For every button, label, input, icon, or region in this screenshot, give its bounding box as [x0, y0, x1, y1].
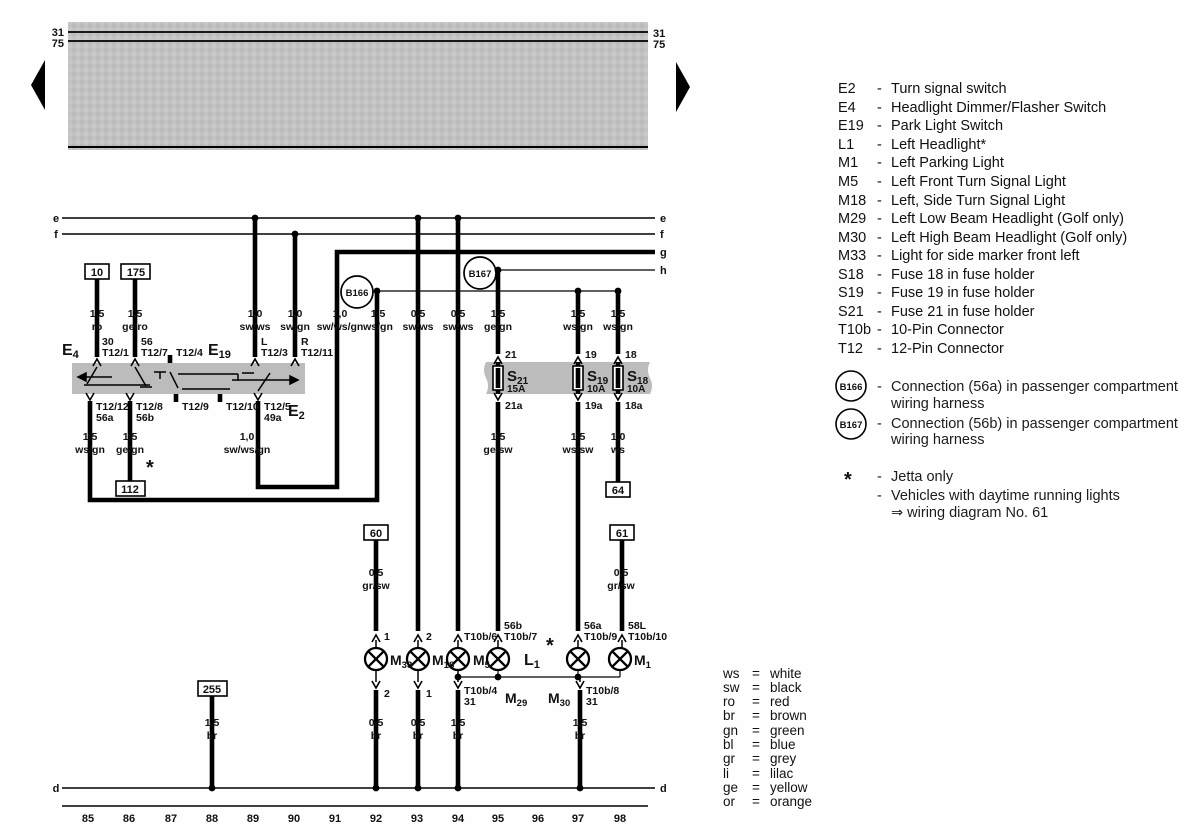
track-number: 94 [451, 813, 465, 825]
terminal-label: 31 [586, 696, 598, 708]
legend-code: E4 [838, 100, 856, 116]
label: M [390, 652, 402, 668]
label: M [505, 690, 517, 706]
track-number: 86 [122, 813, 136, 825]
terminal-label: 2 [384, 688, 390, 700]
legend-code: E19 [838, 118, 864, 134]
fuse-amp: 10A [587, 384, 606, 395]
legend-code: M1 [838, 155, 859, 171]
label-sub: 2 [298, 410, 305, 422]
wire-color: br [574, 730, 586, 742]
junction-dot [455, 215, 462, 222]
terminal-arrow-icon [614, 393, 622, 400]
fuse-label: S [627, 368, 638, 385]
legend-desc: Jetta only [891, 469, 954, 485]
label-sub: 18 [443, 660, 455, 671]
wire-color: ge/gn [484, 321, 512, 333]
wire-color: sw/ws [402, 321, 434, 333]
legend-dash: - [877, 267, 882, 283]
terminal-label: L [261, 336, 268, 348]
fuse-amp: 15A [507, 384, 526, 395]
wire-gauge: 0,5 [368, 567, 384, 579]
junction-dot [615, 288, 622, 295]
wire-color: sw/ws [442, 321, 474, 333]
fuse-label-sub: 21 [517, 376, 529, 387]
terminal-label: T12/8 [136, 401, 163, 413]
wire-gauge: 0,5 [450, 308, 466, 320]
terminal-label: 49a [264, 412, 282, 424]
lamp-m29-icon [484, 648, 509, 671]
color-code: or [723, 794, 736, 809]
wire-color: br [412, 730, 424, 742]
rail-label-f-right: f [660, 229, 664, 241]
lamp-m1-icon [609, 648, 631, 670]
terminal-label: 56a [96, 412, 114, 424]
legend-dash: - [877, 285, 882, 301]
page-back-arrow-icon [31, 60, 45, 110]
track-number: 87 [164, 813, 178, 825]
wire-color: sw/ws/gn [223, 444, 271, 456]
e2-asterisk: * [146, 457, 154, 479]
terminal-label: T12/9 [182, 401, 209, 413]
terminal-arrow-icon [372, 681, 380, 688]
terminal-label: 1 [426, 688, 432, 700]
legend-code: T10b [838, 322, 872, 338]
wire-gauge: 1,0 [610, 431, 626, 443]
label: M [634, 652, 646, 668]
wire-gauge: 1,5 [490, 308, 506, 320]
legend-code: E2 [838, 81, 856, 97]
legend-dash: - [877, 341, 882, 357]
legend-desc: Left Headlight* [891, 137, 987, 153]
legend-desc: Fuse 21 in fuse holder [891, 304, 1035, 320]
terminal-label: T10b/9 [584, 631, 618, 643]
legend-desc: wiring harness [891, 396, 985, 412]
legend-dash: - [877, 322, 882, 338]
terminal-label: T12/12 [96, 401, 129, 413]
terminal-label: T10b/4 [464, 685, 498, 697]
track-number: 92 [369, 813, 383, 825]
wire-gauge: 1,0 [287, 308, 303, 320]
wire-color: gr/sw [607, 580, 635, 592]
wire-color: ws/gn [75, 444, 105, 456]
wire-gauge: 1,0 [239, 431, 255, 443]
rail-label-f-left: f [54, 229, 58, 241]
wire-color: ro [91, 321, 103, 333]
wire-color: ws [610, 444, 626, 456]
terminal-label: 56b [136, 412, 155, 424]
label-sub: 29 [516, 698, 528, 709]
terminal-label: 58L [628, 620, 647, 632]
terminal-label: 56a [584, 620, 602, 632]
terminal-label: 19 [585, 349, 597, 361]
legend-desc: Connection (56b) in passenger compartment [891, 416, 1178, 432]
track-number: 88 [205, 813, 219, 825]
terminal-label: T12/1 [102, 347, 129, 359]
terminal-label: T12/11 [301, 347, 334, 359]
junction-dot [455, 785, 462, 792]
junction-dot [209, 785, 216, 792]
terminal-label: T10b/8 [586, 685, 620, 697]
wire-gauge: 1,5 [82, 431, 98, 443]
terminal-label: T12/4 [176, 347, 203, 359]
wire-color-key [722, 666, 812, 809]
legend-dash: - [877, 304, 882, 320]
legend-dash: - [877, 155, 882, 171]
equals-sign: = [752, 751, 760, 766]
legend-desc: ⇒ wiring diagram No. 61 [891, 505, 1049, 521]
label: M [548, 690, 560, 706]
legend-asterisk: * [844, 469, 852, 491]
terminal-label: 19a [585, 400, 603, 412]
terminal-arrow-icon [126, 393, 134, 400]
label-sub: 1 [533, 659, 540, 671]
fuse-holder [484, 362, 652, 395]
color-code: br [723, 708, 736, 723]
legend-desc: wiring harness [891, 432, 985, 448]
rail-label-d-right: d [660, 783, 667, 795]
legend-code: M18 [838, 193, 867, 209]
color-code: sw [723, 680, 740, 695]
wire-gauge: 1,5 [450, 717, 466, 729]
label: M [432, 652, 444, 668]
terminal-label: T12/5 [264, 401, 291, 413]
label-m29 [505, 690, 527, 709]
junction-dot [374, 288, 381, 295]
color-name: lilac [770, 766, 794, 781]
terminal-arrow-icon [494, 393, 502, 400]
terminal-label: 1 [384, 631, 390, 643]
color-code: gr [723, 751, 736, 766]
equals-sign: = [752, 780, 760, 795]
track-box-label: 175 [126, 267, 146, 279]
terminal-label: 18 [625, 349, 637, 361]
wire-color: gr/sw [362, 580, 390, 592]
legend-desc: Vehicles with daytime running lights [891, 488, 1120, 504]
label-e4 [62, 342, 80, 361]
rail-label-d-left: d [52, 783, 60, 795]
terminal-label: T10b/6 [464, 631, 498, 643]
wire-gauge: 1,5 [127, 308, 143, 320]
legend-b167-row [836, 409, 1178, 448]
terminal-label: T12/7 [141, 347, 168, 359]
legend-desc: Left Parking Light [891, 155, 1004, 171]
legend-desc: Fuse 18 in fuse holder [891, 267, 1035, 283]
wire-gauge: 1,5 [122, 431, 138, 443]
label-sub: 30 [559, 698, 571, 709]
wire-color: br [452, 730, 464, 742]
terminal-arrow-icon [254, 393, 262, 400]
component-legend [836, 81, 1178, 521]
terminal-arrow-icon [454, 681, 462, 688]
legend-dash: - [877, 211, 882, 227]
l1-asterisk: * [546, 635, 554, 657]
wire-gauge: 1,5 [570, 308, 586, 320]
band-label-75-left: 75 [51, 38, 64, 50]
legend-dash: - [877, 118, 882, 134]
wire-color: sw/ws [239, 321, 271, 333]
equals-sign: = [752, 723, 760, 738]
fuse-label-sub: 18 [637, 376, 649, 387]
legend-desc: Connection (56a) in passenger compartment [891, 379, 1178, 395]
terminal-label: T10b/10 [628, 631, 668, 643]
wire-gauge: 1,0 [247, 308, 263, 320]
wire-gauge: 1,5 [490, 431, 506, 443]
legend-dash: - [877, 230, 882, 246]
legend-desc: Left Low Beam Headlight (Golf only) [891, 211, 1124, 227]
color-name: black [770, 680, 802, 695]
legend-dash: - [877, 416, 882, 432]
legend-code: M5 [838, 174, 859, 190]
wire-gauge: 0,5 [410, 308, 426, 320]
lamp-ground-link [458, 670, 620, 677]
lamp-m30-icon [567, 648, 589, 670]
wire-color: ws/gn [363, 321, 393, 333]
fuse-label-sub: 19 [597, 376, 609, 387]
track-number: 96 [531, 813, 545, 825]
track-box-label: 60 [369, 528, 383, 540]
equals-sign: = [752, 794, 760, 809]
wire-color: ws/gn [563, 321, 593, 333]
switch-assembly [72, 355, 305, 402]
terminal-label: T10b/7 [504, 631, 538, 643]
legend-code: M30 [838, 230, 867, 246]
label-m1 [634, 652, 652, 671]
track-number: 85 [81, 813, 95, 825]
legend-code: M33 [838, 248, 867, 264]
track-box-label: 255 [202, 684, 222, 696]
wire-gauge: 1,5 [610, 308, 626, 320]
color-name: red [770, 694, 790, 709]
junction-dot [495, 674, 502, 681]
legend-code: S21 [838, 304, 864, 320]
wire-color: sw/ws/gn [316, 321, 364, 333]
fuse-label: S [507, 368, 518, 385]
track-number: 97 [571, 813, 585, 825]
wire-gauge: 0,5 [410, 717, 426, 729]
wire-gauge: 1,5 [89, 308, 105, 320]
legend-code: S18 [838, 267, 864, 283]
junction-dot [577, 785, 584, 792]
wire-gauge: 0,5 [368, 717, 384, 729]
component-labels [62, 342, 652, 709]
color-code: gn [723, 723, 739, 738]
track-number: 91 [328, 813, 342, 825]
page-forward-arrow-icon [676, 62, 690, 112]
color-code: li [723, 766, 729, 781]
junction-dot [575, 288, 582, 295]
color-name: green [770, 723, 805, 738]
terminal-arrow-icon [576, 681, 584, 688]
label-sub: 19 [218, 349, 231, 361]
legend-desc: Park Light Switch [891, 118, 1004, 134]
label: M [473, 652, 485, 668]
legend-dash: - [877, 137, 882, 153]
equals-sign: = [752, 766, 760, 781]
color-code: ge [723, 780, 739, 795]
terminal-label: 56 [141, 336, 153, 348]
label-sub: 33 [401, 660, 413, 671]
color-name: yellow [770, 780, 808, 795]
legend-desc: Light for side marker front left [891, 248, 1080, 264]
wire-gauge: 1,0 [332, 308, 348, 320]
terminal-label: 21a [505, 400, 523, 412]
legend-rows [838, 81, 1127, 357]
label: E [288, 403, 299, 420]
label: E [62, 342, 73, 359]
terminal-label: T12/3 [261, 347, 288, 359]
legend-desc: Left High Beam Headlight (Golf only) [891, 230, 1128, 246]
wire-color: ws/sw [562, 444, 594, 456]
legend-dash: - [877, 193, 882, 209]
equals-sign: = [752, 708, 760, 723]
junction-dot [415, 785, 422, 792]
track-box-label: 64 [611, 485, 625, 497]
wire-gauge: 1,5 [204, 717, 220, 729]
terminal-label: 21 [505, 349, 517, 361]
terminal-arrow-icon [86, 393, 94, 400]
junction-dot [292, 231, 299, 238]
track-numbers [82, 813, 626, 825]
rail-label-h-right: h [660, 265, 667, 277]
rail-label-e-right: e [660, 213, 667, 225]
legend-desc: 10-Pin Connector [891, 322, 1004, 338]
label: E [208, 342, 219, 359]
terminal-arrows [86, 357, 629, 688]
top-continuation-band [31, 22, 690, 150]
junction-dot [455, 674, 462, 681]
terminal-arrow-icon [574, 393, 582, 400]
legend-dash: - [877, 488, 882, 504]
legend-dash: - [877, 379, 882, 395]
legend-b166-row [836, 371, 1178, 412]
wire-color: ge/sw [483, 444, 513, 456]
legend-code: B167 [839, 420, 863, 431]
track-number: 98 [613, 813, 627, 825]
color-name: grey [770, 751, 797, 766]
legend-desc: Headlight Dimmer/Flasher Switch [891, 100, 1107, 116]
color-name: brown [770, 708, 807, 723]
ground-rail [53, 783, 667, 806]
terminal-label: 56b [504, 620, 523, 632]
legend-dash: - [877, 81, 882, 97]
legend-dash: - [877, 469, 882, 485]
track-number: 93 [410, 813, 424, 825]
junction-dot [373, 785, 380, 792]
fuse-label: S [587, 368, 598, 385]
legend-code: M29 [838, 211, 867, 227]
wire-color: ge/ro [122, 321, 148, 333]
wire-color: br [206, 730, 218, 742]
color-name: orange [770, 794, 813, 809]
wire-gauge: 1,5 [570, 431, 586, 443]
legend-desc: 12-Pin Connector [891, 341, 1004, 357]
label-l1 [524, 652, 540, 671]
track-number: 89 [246, 813, 260, 825]
wire-color: sw/gn [280, 321, 310, 333]
wire-color: ws/gn [603, 321, 633, 333]
label-sub: 1 [645, 660, 651, 671]
label-sub: 5 [484, 660, 490, 671]
legend-dash: - [877, 100, 882, 116]
equals-sign: = [752, 680, 760, 695]
color-name: blue [770, 737, 796, 752]
track-box-label: 61 [615, 528, 629, 540]
legend-dash: - [877, 174, 882, 190]
track-number: 90 [287, 813, 301, 825]
b167-label: B167 [468, 269, 492, 280]
equals-sign: = [752, 694, 760, 709]
wire-gauge: 0,5 [613, 567, 629, 579]
terminal-label: 18a [625, 400, 643, 412]
equals-sign: = [752, 737, 760, 752]
legend-desc: Left Front Turn Signal Light [891, 174, 1066, 190]
color-code: ws [723, 666, 740, 681]
legend-desc: Turn signal switch [891, 81, 1007, 97]
terminal-label: R [301, 336, 309, 348]
band-label-31-right: 31 [653, 28, 666, 40]
terminal-label: 31 [464, 696, 476, 708]
terminal-label: 2 [426, 631, 432, 643]
legend-desc: Fuse 19 in fuse holder [891, 285, 1035, 301]
track-number: 95 [491, 813, 505, 825]
legend-asterisk-rows [844, 469, 1120, 521]
legend-desc: Left, Side Turn Signal Light [891, 193, 1066, 209]
label-e19 [208, 342, 231, 361]
junction-dot [252, 215, 259, 222]
junction-dot [575, 674, 582, 681]
wire-gauge: 1,5 [572, 717, 588, 729]
equals-sign: = [752, 666, 760, 681]
wire-color: br [370, 730, 382, 742]
wire-gauge: 1,5 [370, 308, 386, 320]
band-label-75-right: 75 [653, 39, 666, 51]
legend-code: S19 [838, 285, 864, 301]
terminal-arrow-icon [414, 681, 422, 688]
legend-dash: - [877, 248, 882, 264]
legend-code: T12 [838, 341, 863, 357]
b166-label: B166 [345, 288, 369, 299]
track-box-label: 10 [90, 267, 104, 279]
lamp-m33-icon [365, 648, 387, 670]
junction-dot [415, 215, 422, 222]
label-sub: 4 [72, 349, 79, 361]
track-box-label: 112 [121, 484, 139, 496]
terminal-label: T12/10 [226, 401, 259, 413]
band-label-31-left: 31 [51, 27, 64, 39]
wires [90, 218, 655, 788]
wire-color: ge/gn [116, 444, 144, 456]
color-code: bl [723, 737, 734, 752]
legend-code: L1 [838, 137, 855, 153]
rail-label-e-left: e [52, 213, 60, 225]
rail-label-g-right: g [660, 247, 667, 259]
color-name: white [770, 666, 802, 681]
legend-code: B166 [839, 382, 863, 393]
terminal-label: 30 [102, 336, 114, 348]
label-m30 [548, 690, 570, 709]
color-code: ro [723, 694, 736, 709]
fuse-amp: 10A [627, 384, 646, 395]
label: L [524, 652, 534, 669]
